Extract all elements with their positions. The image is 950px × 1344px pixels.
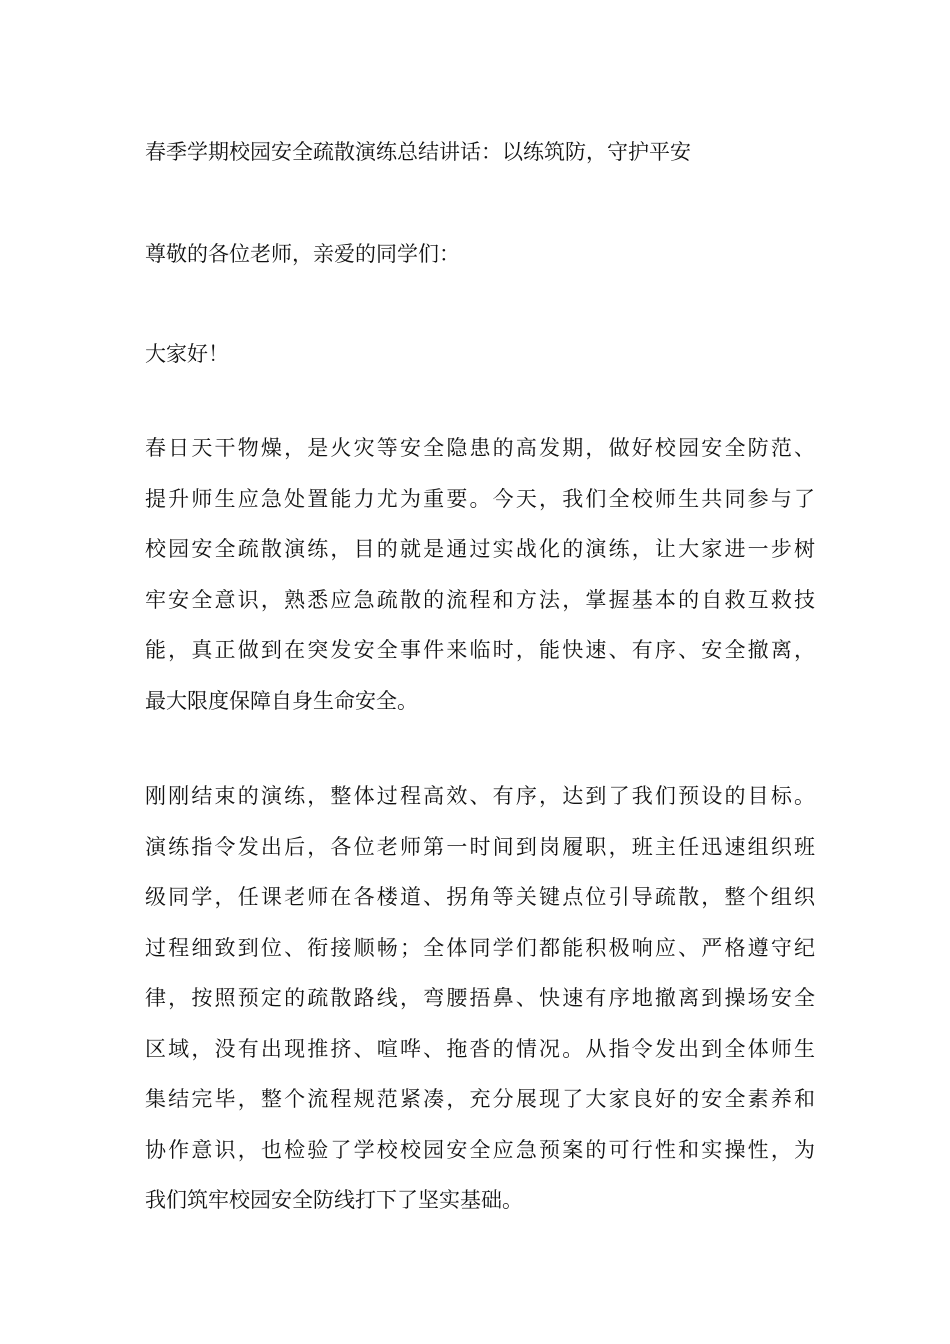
paragraph-2 — [145, 771, 815, 1226]
paragraph-2-line: 级同学，任课老师在各楼道、拐角等关键点位引导疏散，整个组织 — [145, 885, 815, 909]
paragraph-2-line: 演练指令发出后，各位老师第一时间到岗履职，班主任迅速组织班 — [145, 834, 815, 859]
paragraph-1-line: 提升师生应急处置能力尤为重要。今天，我们全校师生共同参与了 — [145, 486, 815, 511]
salutation: 尊敬的各位老师，亲爱的同学们： — [145, 242, 460, 266]
document-title: 春季学期校园安全疏散演练总结讲话：以练筑防，守护平安 — [145, 140, 691, 164]
greeting: 大家好！ — [145, 342, 229, 366]
paragraph-2-line: 律，按照预定的疏散路线，弯腰捂鼻、快速有序地撤离到操场安全 — [145, 986, 815, 1010]
paragraph-2-line: 区域，没有出现推挤、喧哗、拖沓的情况。从指令发出到全体师生 — [145, 1036, 815, 1061]
paragraph-2-line: 我们筑牢校园安全防线打下了坚实基础。 — [145, 1188, 523, 1212]
paragraph-2-line: 过程细致到位、衔接顺畅；全体同学们都能积极响应、严格遵守纪 — [145, 935, 815, 960]
paragraph-2-line: 协作意识，也检验了学校校园安全应急预案的可行性和实操性，为 — [145, 1137, 815, 1162]
paragraph-1-line: 能，真正做到在突发安全事件来临时，能快速、有序、安全撤离， — [145, 638, 815, 662]
paragraph-1-line: 牢安全意识，熟悉应急疏散的流程和方法，掌握基本的自救互救技 — [145, 587, 815, 612]
paragraph-2-line: 集结完毕，整个流程规范紧凑，充分展现了大家良好的安全素养和 — [145, 1087, 815, 1111]
paragraph-1 — [145, 423, 815, 726]
paragraph-2-line: 刚刚结束的演练，整体过程高效、有序，达到了我们预设的目标。 — [145, 784, 815, 808]
paragraph-1-line: 校园安全疏散演练，目的就是通过实战化的演练，让大家进一步树 — [145, 537, 815, 561]
paragraph-1-line: 春日天干物燥，是火灾等安全隐患的高发期，做好校园安全防范、 — [145, 436, 815, 460]
paragraph-1-line: 最大限度保障自身生命安全。 — [145, 688, 418, 713]
